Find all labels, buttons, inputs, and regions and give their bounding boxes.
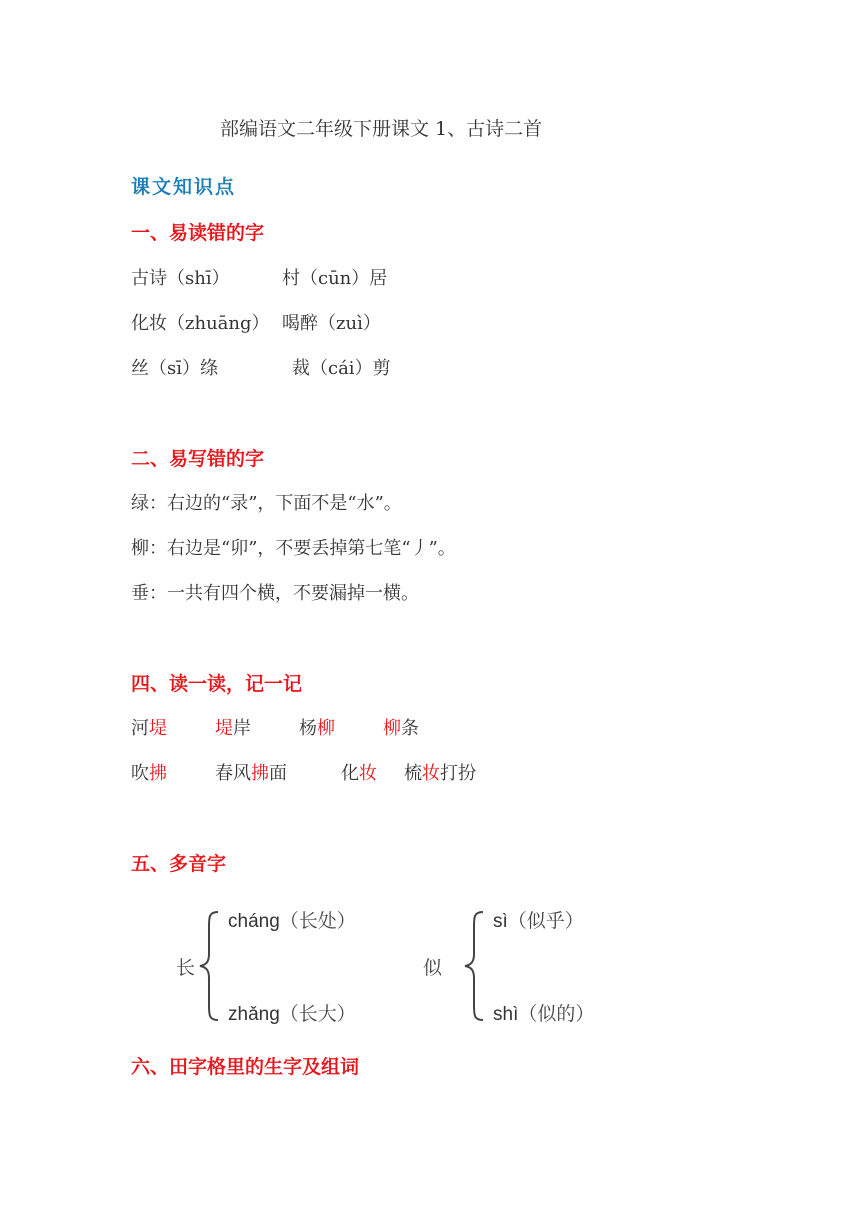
miswritten-line: 绿：右边的“录”，下面不是“水”。	[131, 493, 402, 514]
word-item: 杨柳	[299, 718, 335, 739]
word-item: 春风拂面	[215, 763, 287, 784]
section-heading-misread: 一、易读错的字	[131, 222, 265, 244]
word-item: 梳妆打扮	[404, 763, 476, 784]
section-heading-miswritten: 二、易写错的字	[131, 448, 265, 470]
miswritten-line: 垂：一共有四个横，不要漏掉一横。	[131, 583, 419, 604]
highlight-char: 柳	[317, 718, 335, 739]
section-heading-polyphonic: 五、多音字	[131, 853, 227, 875]
word-item: 河堤	[131, 718, 167, 739]
brace-icon	[463, 910, 487, 1022]
example-word: （似的）	[518, 1003, 595, 1025]
highlight-char: 拂	[251, 763, 269, 784]
pinyin-text: shì	[493, 1004, 519, 1025]
polyphonic-char: 似	[423, 957, 443, 979]
miswritten-line: 柳：右边是“卯”，不要丢掉第七笔“丿”。	[131, 538, 456, 559]
section-heading-grid-words: 六、田字格里的生字及组词	[131, 1056, 360, 1078]
section-heading-read-remember: 四、读一读，记一记	[131, 673, 303, 695]
highlight-char: 妆	[359, 763, 377, 784]
word-item: 吹拂	[131, 763, 167, 784]
highlight-char: 拂	[149, 763, 167, 784]
brace-icon	[198, 910, 222, 1022]
section-heading-knowledge: 课文知识点	[131, 176, 237, 198]
example-word: （长处）	[279, 910, 356, 932]
misread-item: 村（cūn）居	[282, 268, 388, 289]
highlight-char: 妆	[422, 763, 440, 784]
highlight-char: 堤	[215, 718, 233, 739]
word-item: 堤岸	[215, 718, 251, 739]
page-title: 部编语文二年级下册课文 1、古诗二首	[220, 118, 543, 140]
misread-item: 古诗（shī）	[131, 268, 230, 289]
pinyin-text: zhǎng	[228, 1004, 280, 1025]
highlight-char: 柳	[383, 718, 401, 739]
example-word: （似乎）	[507, 910, 584, 932]
pinyin-text: cháng	[228, 911, 280, 932]
word-item: 化妆	[341, 763, 377, 784]
misread-item: 化妆（zhuāng）	[131, 313, 270, 334]
word-item: 柳条	[383, 718, 419, 739]
misread-item: 裁（cái）剪	[292, 358, 391, 379]
example-word: （长大）	[279, 1003, 356, 1025]
misread-item: 丝（sī）绦	[131, 358, 218, 379]
pinyin-text: sì	[493, 911, 508, 932]
polyphonic-char: 长	[176, 957, 196, 979]
misread-item: 喝醉（zuì）	[282, 313, 381, 334]
highlight-char: 堤	[149, 718, 167, 739]
